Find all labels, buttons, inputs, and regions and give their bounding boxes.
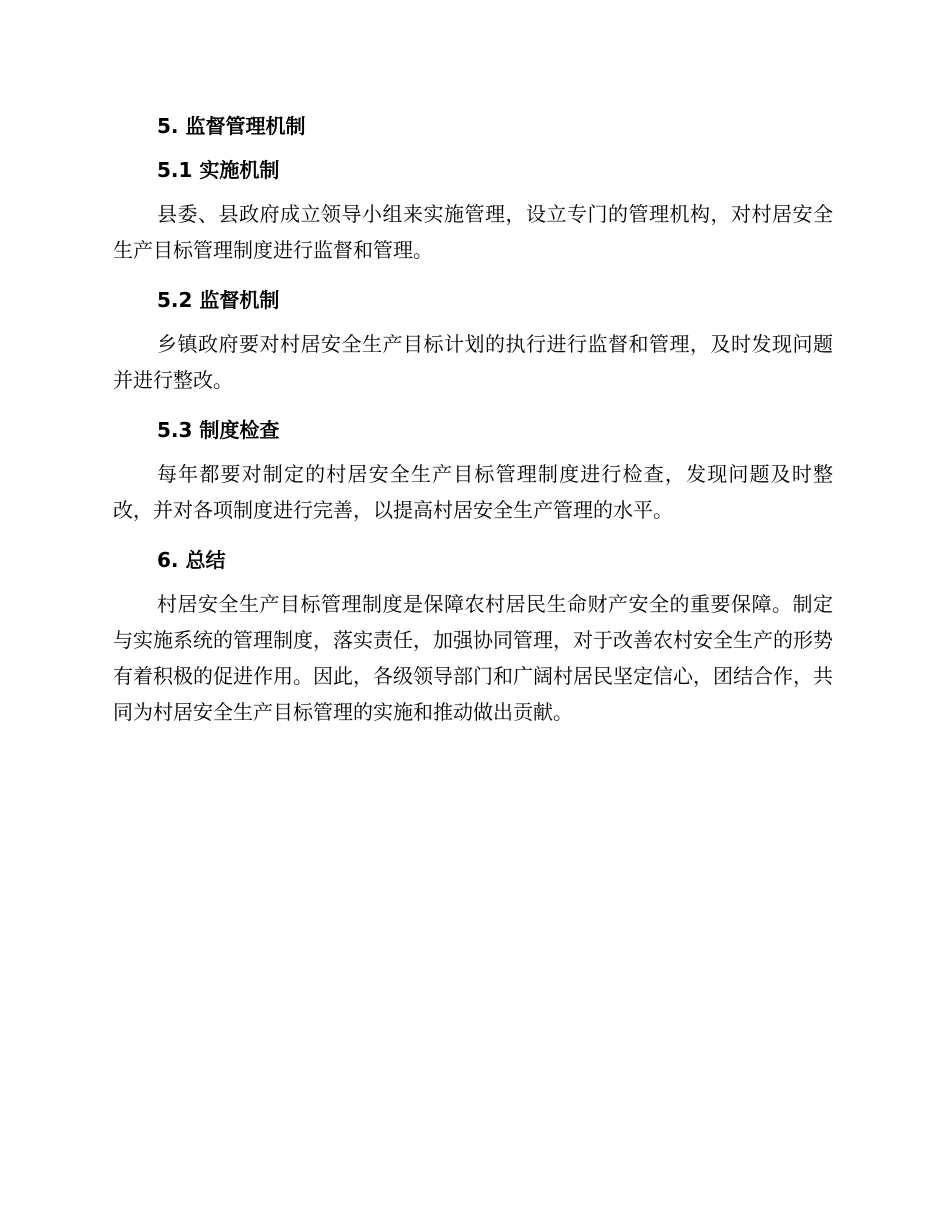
document-body [113, 108, 833, 744]
section-5-3-heading: 5.3 制度检查 [157, 418, 280, 442]
section-6-paragraph: 村居安全生产目标管理制度是保障农村居民生命财产安全的重要保障。制定与实施系统的管理制度，落实责任，加强协同管理，对于改善农村安全生产的形势有着积极的促进作用。因此，各级领导部门和广阔村居民坚定信心，团结合作，共同为村居安全生产目标管理的实施和推动做出贡献。 [113, 592, 833, 724]
section-5-1-paragraph: 县委、县政府成立领导小组来实施管理，设立专门的管理机构，对村居安全生产目标管理制度进行监督和管理。 [113, 202, 833, 262]
section-5-3-paragraph: 每年都要对制定的村居安全生产目标管理制度进行检查，发现问题及时整改，并对各项制度进行完善，以提高村居安全生产管理的水平。 [113, 462, 833, 522]
section-5-2-paragraph: 乡镇政府要对村居安全生产目标计划的执行进行监督和管理，及时发现问题并进行整改。 [113, 332, 833, 392]
section-5-2-heading: 5.2 监督机制 [157, 288, 280, 312]
section-5-heading: 5. 监督管理机制 [157, 114, 306, 138]
section-6-heading: 6. 总结 [157, 548, 226, 572]
section-5-1-heading: 5.1 实施机制 [157, 158, 280, 182]
